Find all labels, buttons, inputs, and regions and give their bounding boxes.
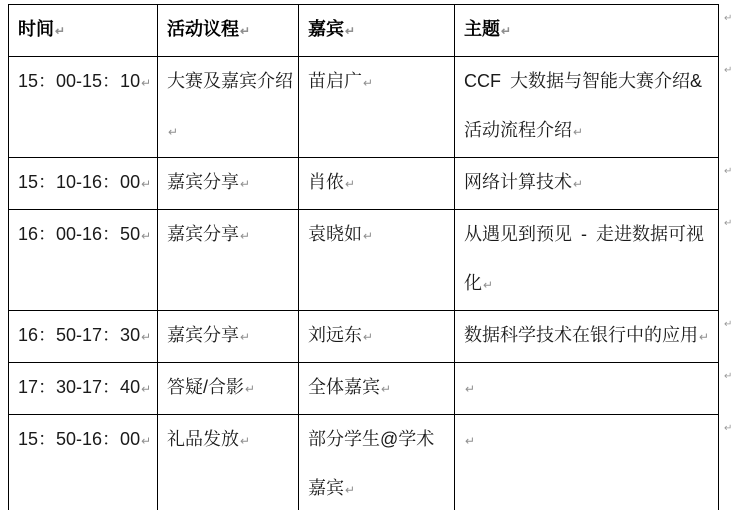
row-end-mark-icon: ↵ xyxy=(724,218,733,229)
paragraph-mark-icon: ↵ xyxy=(240,434,251,448)
cell-agenda[interactable] xyxy=(158,311,299,363)
cell-guest[interactable] xyxy=(299,415,455,510)
cell-text: 嘉宾分享 xyxy=(167,172,239,192)
paragraph-mark-icon: ↵ xyxy=(483,278,494,292)
paragraph-mark-icon: ↵ xyxy=(573,177,584,191)
cell-text: 嘉宾分享 xyxy=(167,224,239,244)
cell-text: 大赛及嘉宾介绍 xyxy=(167,71,293,91)
row-end-mark-icon: ↵ xyxy=(724,166,733,177)
cell-time[interactable] xyxy=(9,415,158,510)
paragraph-mark-icon: ↵ xyxy=(141,330,152,344)
paragraph-mark-icon: ↵ xyxy=(141,229,152,243)
cell-time[interactable] xyxy=(9,57,158,158)
cell-agenda[interactable] xyxy=(158,363,299,415)
column-header-topic[interactable] xyxy=(455,5,719,57)
cell-agenda[interactable] xyxy=(158,210,299,311)
cell-text: 肖侬 xyxy=(308,172,344,192)
cell-text: 数据科学技术在银行中的应用 xyxy=(464,325,698,345)
paragraph-mark-icon: ↵ xyxy=(55,24,66,38)
table-row xyxy=(9,158,719,210)
paragraph-mark-icon: ↵ xyxy=(240,177,251,191)
paragraph-mark-icon: ↵ xyxy=(345,177,356,191)
table-row xyxy=(9,415,719,510)
paragraph-mark-icon: ↵ xyxy=(168,125,179,139)
cell-text: 16：00-16：50 xyxy=(18,224,141,244)
cell-text: 从遇见到预见 - 走进数据可视化 xyxy=(464,224,704,293)
column-header-label: 时间 xyxy=(18,19,54,39)
schedule-table xyxy=(8,4,719,510)
paragraph-mark-icon: ↵ xyxy=(699,330,710,344)
row-end-mark-icon: ↵ xyxy=(724,371,733,382)
table-row xyxy=(9,363,719,415)
paragraph-mark-icon: ↵ xyxy=(363,76,374,90)
cell-text: 全体嘉宾 xyxy=(308,377,380,397)
cell-topic[interactable] xyxy=(455,158,719,210)
paragraph-mark-icon: ↵ xyxy=(240,24,251,38)
cell-text: 礼品发放 xyxy=(167,429,239,449)
row-end-mark-icon: ↵ xyxy=(724,13,733,24)
cell-guest[interactable] xyxy=(299,311,455,363)
cell-guest[interactable] xyxy=(299,158,455,210)
cell-text: 部分学生@学术嘉宾 xyxy=(308,429,435,498)
column-header-time[interactable] xyxy=(9,5,158,57)
header-row xyxy=(9,5,719,57)
paragraph-mark-icon: ↵ xyxy=(240,229,251,243)
column-header-label: 嘉宾 xyxy=(308,19,344,39)
table-body xyxy=(9,57,719,510)
paragraph-mark-icon: ↵ xyxy=(141,382,152,396)
cell-text: 网络计算技术 xyxy=(464,172,572,192)
cell-time[interactable] xyxy=(9,311,158,363)
paragraph-mark-icon: ↵ xyxy=(381,382,392,396)
paragraph-mark-icon: ↵ xyxy=(573,125,584,139)
paragraph-mark-icon: ↵ xyxy=(465,382,476,396)
paragraph-mark-icon: ↵ xyxy=(141,177,152,191)
paragraph-mark-icon: ↵ xyxy=(345,483,356,497)
row-end-mark-icon: ↵ xyxy=(724,65,733,76)
paragraph-mark-icon: ↵ xyxy=(363,229,374,243)
cell-topic[interactable] xyxy=(455,210,719,311)
cell-time[interactable] xyxy=(9,363,158,415)
column-header-label: 主题 xyxy=(464,19,500,39)
cell-agenda[interactable] xyxy=(158,158,299,210)
paragraph-mark-icon: ↵ xyxy=(141,76,152,90)
cell-guest[interactable] xyxy=(299,363,455,415)
cell-topic[interactable] xyxy=(455,311,719,363)
row-end-mark-icon: ↵ xyxy=(724,319,733,330)
paragraph-mark-icon: ↵ xyxy=(245,382,256,396)
paragraph-mark-icon: ↵ xyxy=(240,330,251,344)
paragraph-mark-icon: ↵ xyxy=(345,24,356,38)
table-row xyxy=(9,311,719,363)
cell-text: 15：50-16：00 xyxy=(18,429,141,449)
cell-agenda[interactable] xyxy=(158,57,299,158)
cell-agenda[interactable] xyxy=(158,415,299,510)
table-row xyxy=(9,210,719,311)
cell-guest[interactable] xyxy=(299,57,455,158)
cell-text: 苗启广 xyxy=(308,71,362,91)
cell-text: 刘远东 xyxy=(308,325,362,345)
column-header-label: 活动议程 xyxy=(167,19,239,39)
cell-text: 15：10-16：00 xyxy=(18,172,141,192)
cell-guest[interactable] xyxy=(299,210,455,311)
table-row xyxy=(9,57,719,158)
cell-time[interactable] xyxy=(9,158,158,210)
cell-text: 16：50-17：30 xyxy=(18,325,141,345)
cell-text: 嘉宾分享 xyxy=(167,325,239,345)
paragraph-mark-icon: ↵ xyxy=(141,434,152,448)
column-header-agenda[interactable] xyxy=(158,5,299,57)
cell-text: 袁晓如 xyxy=(308,224,362,244)
row-end-mark-icon: ↵ xyxy=(724,423,733,434)
cell-topic[interactable] xyxy=(455,415,719,510)
cell-topic[interactable] xyxy=(455,57,719,158)
cell-topic[interactable] xyxy=(455,363,719,415)
cell-text: 15：00-15：10 xyxy=(18,71,141,91)
cell-text: 答疑/合影 xyxy=(167,377,245,397)
paragraph-mark-icon: ↵ xyxy=(363,330,374,344)
cell-time[interactable] xyxy=(9,210,158,311)
paragraph-mark-icon: ↵ xyxy=(501,24,512,38)
paragraph-mark-icon: ↵ xyxy=(465,434,476,448)
cell-text: 17：30-17：40 xyxy=(18,377,141,397)
cell-text: CCF 大数据与智能大赛介绍&活动流程介绍 xyxy=(464,71,702,140)
table-header xyxy=(9,5,719,57)
column-header-guest[interactable] xyxy=(299,5,455,57)
